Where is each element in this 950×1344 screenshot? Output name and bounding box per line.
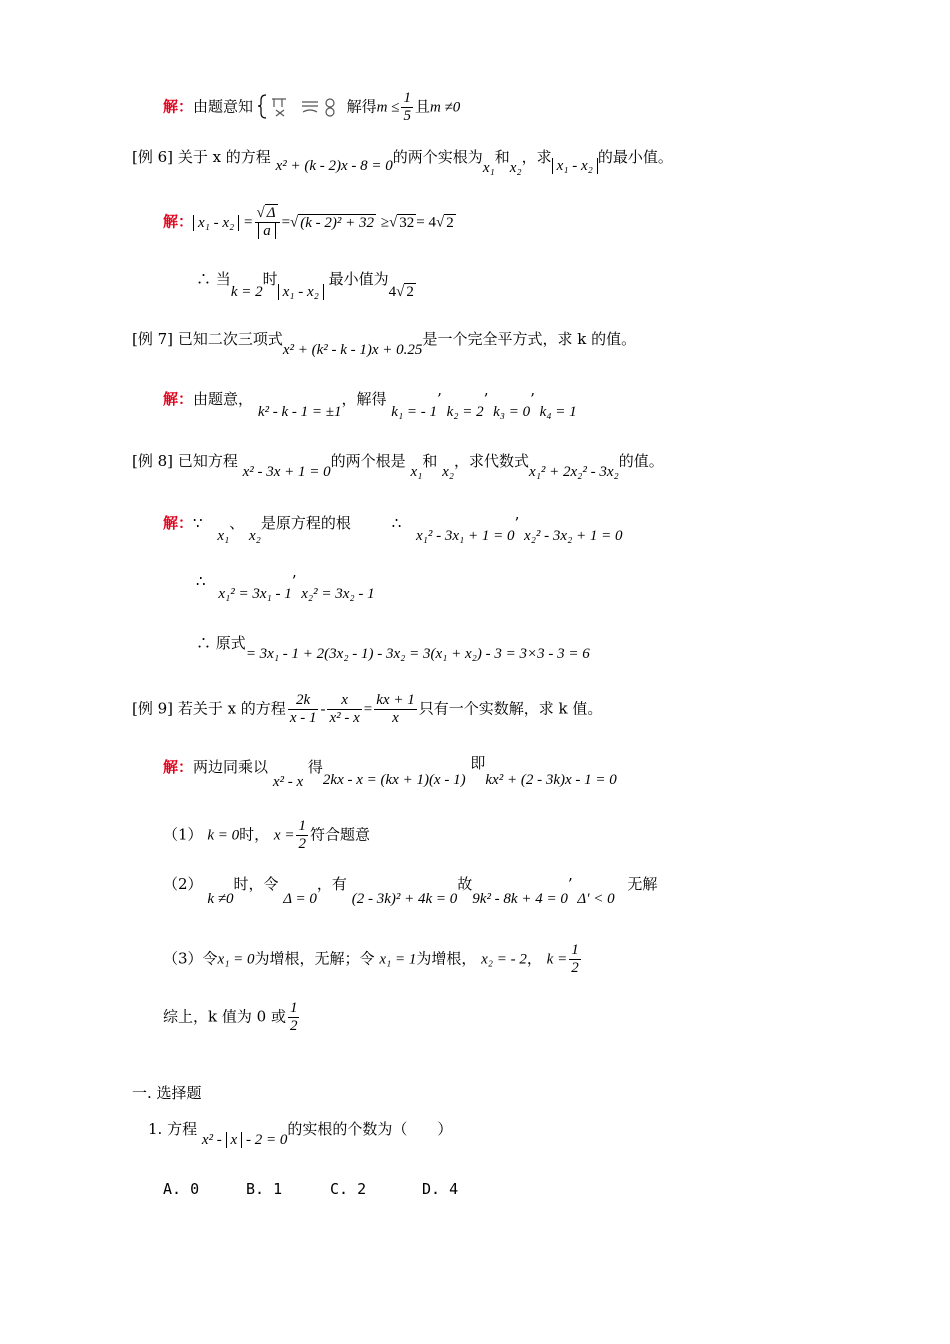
q1-eq-post: - 2 = 0	[245, 1132, 288, 1148]
equals: =	[281, 214, 291, 231]
question-1-equation	[202, 1132, 287, 1148]
x2: x₂	[509, 160, 522, 176]
ex8-root-eq-2: x₂² - 3x₂ + 1 = 0	[524, 528, 623, 544]
case-2-you: ，有	[316, 875, 347, 893]
four-sqrt2-eq: = 4	[416, 214, 436, 231]
equals: =	[244, 214, 253, 231]
x1: x₁	[410, 464, 423, 480]
ex8-solution-line-3	[196, 632, 590, 663]
sqrt-body: (k - 2)² + 32	[300, 214, 375, 231]
ex7-solution-line: 解：由题意， k² - k - 1 = ±1，解得 k₁ = - 1’ k₂ = 2’ k₃ = 0’ k₄ = 1	[163, 390, 577, 420]
numerator: 2k	[288, 692, 319, 710]
ex9-de: 得	[307, 758, 323, 776]
option-a[interactable]: A. 0	[163, 1180, 200, 1198]
denominator: x - 1	[289, 710, 317, 726]
denominator: x² - x	[329, 710, 360, 726]
question-1-line	[148, 1118, 452, 1149]
ex9-ji: 即	[470, 754, 486, 772]
ge-sign: ≥	[380, 214, 390, 231]
fraction-2k	[288, 692, 319, 727]
option-d[interactable]: D. 4	[422, 1180, 459, 1198]
case-3-mid2: 为增根，	[416, 949, 477, 968]
denominator	[255, 223, 280, 240]
ex6-post: 的最小值。	[597, 148, 673, 166]
q1-eq-pre: x² -	[201, 1132, 222, 1148]
denominator: 2	[571, 960, 579, 976]
ex8-solution-line-2: ∴ x₁² = 3x₁ - 1’ x₂² = 3x₂ - 1	[196, 572, 375, 602]
ex6-and: 和	[494, 148, 510, 166]
case-2-equation: (2 - 3k)² + 4k = 0	[351, 891, 458, 907]
x1-eq-0: x₁ = 0	[217, 951, 255, 968]
case-1-line	[163, 818, 370, 853]
denominator: x	[392, 710, 399, 726]
solution-label: 解：	[163, 97, 194, 116]
sqrt-32: √ 32	[389, 214, 415, 231]
prev-sol-mid: 解得	[346, 97, 377, 116]
case-2-equation-2: 9k² - 8k + 4 = 0	[472, 891, 568, 907]
denominator: 5	[403, 108, 411, 124]
shi: 时	[262, 270, 278, 288]
denominator: 2	[289, 1018, 298, 1034]
fraction-one-half	[569, 942, 581, 977]
summary-line	[163, 1000, 301, 1035]
abs-a: a	[258, 223, 276, 239]
solution-label: 解：	[163, 758, 194, 776]
system-of-inequalities-brace	[258, 93, 342, 119]
example-7-label: [例 7]	[132, 330, 174, 348]
ex6-text: 关于 x 的方程	[177, 148, 271, 166]
example-6-label: [例 6]	[132, 148, 174, 166]
sqrt-2: √ 2	[436, 214, 454, 231]
ex7-post: 是一个完全平方式，求 k 的值。	[422, 330, 637, 348]
k2: k₂ = 2	[446, 404, 484, 420]
denominator: 2	[298, 836, 306, 852]
abs-x1-x2: x₁ - x₂	[193, 215, 239, 231]
ex6-solution-line	[163, 205, 456, 240]
m-ne0: m ≠0	[429, 99, 461, 116]
k-eq-2: k = 2	[230, 284, 263, 300]
ex6-equation: x² + (k - 2)x - 8 = 0	[275, 158, 393, 174]
ex8-solution-line-1: 解：∵ x₁、 x₂是原方程的根 ∴ x₁² - 3x₁ + 1 = 0’ x₂² - 3x₂ + 1 = 0	[163, 514, 623, 544]
sqrt-2-body: 2	[406, 284, 414, 300]
abs-x: x	[226, 1132, 243, 1148]
x1: x₁	[217, 528, 230, 544]
min-val: 最小值为	[328, 270, 389, 288]
ex9-sol-pre: 两边同乘以	[193, 758, 269, 776]
solution-label: 解：	[163, 514, 194, 532]
ex8-text: 已知方程	[177, 452, 238, 470]
case-2-label: （2）	[163, 875, 203, 893]
section-heading: 一. 选择题	[132, 1084, 202, 1102]
option-c[interactable]: C. 2	[330, 1180, 367, 1198]
ex6-comma: ，求	[521, 148, 552, 166]
fraction-one-fifth	[401, 90, 413, 125]
k-eq-0: k = 0	[207, 827, 240, 844]
numerator: kx + 1	[376, 692, 415, 708]
yuanshi: 原式	[215, 634, 246, 652]
example-8-line	[132, 450, 664, 481]
x2: x₂	[442, 464, 455, 480]
fraction-sqrt-delta-over-abs-a	[255, 205, 280, 240]
ex8-post2: 的值。	[618, 452, 664, 470]
fraction-kx1	[374, 692, 416, 727]
question-1-post: 的实根的个数为（ ）	[287, 1120, 453, 1138]
delta-prime-lt-0: Δ′ < 0	[577, 891, 615, 907]
ex8-post1: ，求代数式	[454, 452, 530, 470]
question-1-text: 1. 方程	[148, 1120, 198, 1138]
because-symbol: ∵	[193, 514, 203, 532]
four: 4	[388, 284, 397, 300]
fraction-x	[327, 692, 361, 727]
four-sqrt-2: 4√ 2	[388, 284, 414, 300]
sqrt-expression: √ (k - 2)² + 32	[290, 214, 375, 231]
ex8-mid: 的两个根是	[330, 452, 406, 470]
abs-x1-x2: x₁ - x₂	[552, 158, 598, 174]
prev-solution-line	[163, 90, 460, 125]
ex7-text: 已知二次三项式	[177, 330, 283, 348]
example-6-line	[132, 146, 673, 177]
fraction-one-half	[288, 1000, 300, 1035]
option-b[interactable]: B. 1	[246, 1180, 283, 1198]
solution-label: 解：	[163, 390, 194, 408]
fraction-one-half	[296, 818, 308, 853]
summary-text: 综上，k 值为 0 或	[163, 1007, 286, 1026]
ex8-final: = 3x₁ - 1 + 2(3x₂ - 1) - 3x₂ = 3(x₁ + x₂) - 3 = 3×3 - 3 = 6	[245, 646, 590, 662]
example-7-line	[132, 328, 636, 359]
ex9-equation-2: kx² + (2 - 3k)x - 1 = 0	[485, 772, 617, 788]
numerator: 1	[289, 1000, 298, 1016]
x1: x₁	[482, 160, 495, 176]
ex8-and: 和	[422, 452, 438, 470]
example-9-line	[132, 692, 602, 727]
delta: Δ	[266, 205, 276, 221]
therefore-symbol: ∴	[391, 514, 402, 532]
numerator: 1	[571, 942, 579, 958]
ex8-root-eq-1: x₁² - 3x₁ + 1 = 0	[416, 528, 515, 544]
ex7-sol-equation: k² - k - 1 = ±1	[257, 404, 342, 420]
case-2-line: （2） k ≠0时，令 Δ = 0，有 (2 - 3k)² + 4k = 0故9k² - 8k + 4 = 0’ Δ′ < 0 无解	[163, 875, 658, 907]
case-3-mid: 为增根，无解；令	[254, 949, 375, 968]
ex6-min-line	[196, 268, 416, 301]
ex8-roots: 是原方程的根	[260, 514, 351, 532]
abs-x1-x2: x₁ - x₂	[278, 284, 324, 300]
therefore-symbol: ∴	[196, 634, 212, 652]
x-eq: x =	[273, 827, 295, 844]
ex9-multiplier: x² - x	[272, 774, 304, 790]
therefore-symbol: ∴	[196, 270, 212, 288]
ex8-dun: 、	[229, 514, 245, 532]
x1-eq-1: x₁ = 1	[379, 951, 417, 968]
m-le: m ≤	[376, 99, 400, 116]
case-2-wujie: 无解	[627, 875, 658, 893]
numerator: x	[327, 692, 361, 710]
ex8-equation: x² - 3x + 1 = 0	[242, 464, 331, 480]
k4: k₄ = 1	[539, 404, 577, 420]
minus: -	[320, 701, 326, 718]
case-3-line: （3）令x₁ = 0为增根，无解；令 x₁ = 1为增根， x₂ = - 2， k = $\frac{1}{2}$	[163, 942, 579, 976]
ex8-sub-2: x₂² = 3x₂ - 1	[301, 586, 375, 602]
ex9-solution-line	[163, 752, 617, 791]
ex7-sol-mid: ，解得	[341, 390, 387, 408]
k-ne-0: k ≠0	[207, 891, 234, 907]
case-2-shi: 时，令	[233, 875, 279, 893]
delta-eq-0: Δ = 0	[283, 891, 317, 907]
numerator: 1	[298, 818, 306, 834]
sqrt-2-body: 2	[446, 214, 454, 231]
equals: =	[363, 701, 373, 718]
case-2-gu: 故	[457, 875, 473, 893]
ex8-sub-1: x₁² = 3x₁ - 1	[218, 586, 292, 602]
k-eq: k =	[546, 951, 568, 968]
k3: k₃ = 0	[493, 404, 531, 420]
ex7-equation: x² + (k² - k - 1)x + 0.25	[282, 342, 423, 358]
numerator: √ Δ	[255, 205, 280, 223]
k1: k₁ = - 1	[391, 404, 438, 420]
ex9-post: 只有一个实数解，求 k 值。	[418, 699, 603, 718]
prev-sol-post: 且	[414, 97, 430, 116]
case-1-post: 符合题意	[309, 825, 370, 844]
dang: 当	[215, 270, 231, 288]
solution-label: 解：	[163, 212, 194, 231]
ex8-expression: x₁² + 2x₂² - 3x₂	[529, 464, 619, 480]
prev-sol-text: 由题意知	[193, 97, 254, 116]
ex7-sol-pre: 由题意，	[193, 390, 254, 408]
ex6-text-mid: 的两个实根为	[392, 148, 483, 166]
ex9-text: 若关于 x 的方程	[177, 699, 286, 718]
x2: x₂	[249, 528, 261, 544]
numerator: 1	[403, 90, 411, 106]
sqrt-32-body: 32	[399, 214, 415, 231]
case-1-label: （1）	[163, 825, 203, 844]
example-9-label: [例 9]	[132, 699, 174, 718]
case-1-shi: 时，	[239, 825, 270, 844]
case-3-label: （3）令	[163, 949, 218, 968]
example-8-label: [例 8]	[132, 452, 174, 470]
ex9-equation-1: 2kx - x = (kx + 1)(x - 1)	[322, 772, 466, 788]
therefore-symbol: ∴	[196, 572, 206, 590]
x2-eq-neg2: x₂ = - 2	[481, 951, 527, 968]
